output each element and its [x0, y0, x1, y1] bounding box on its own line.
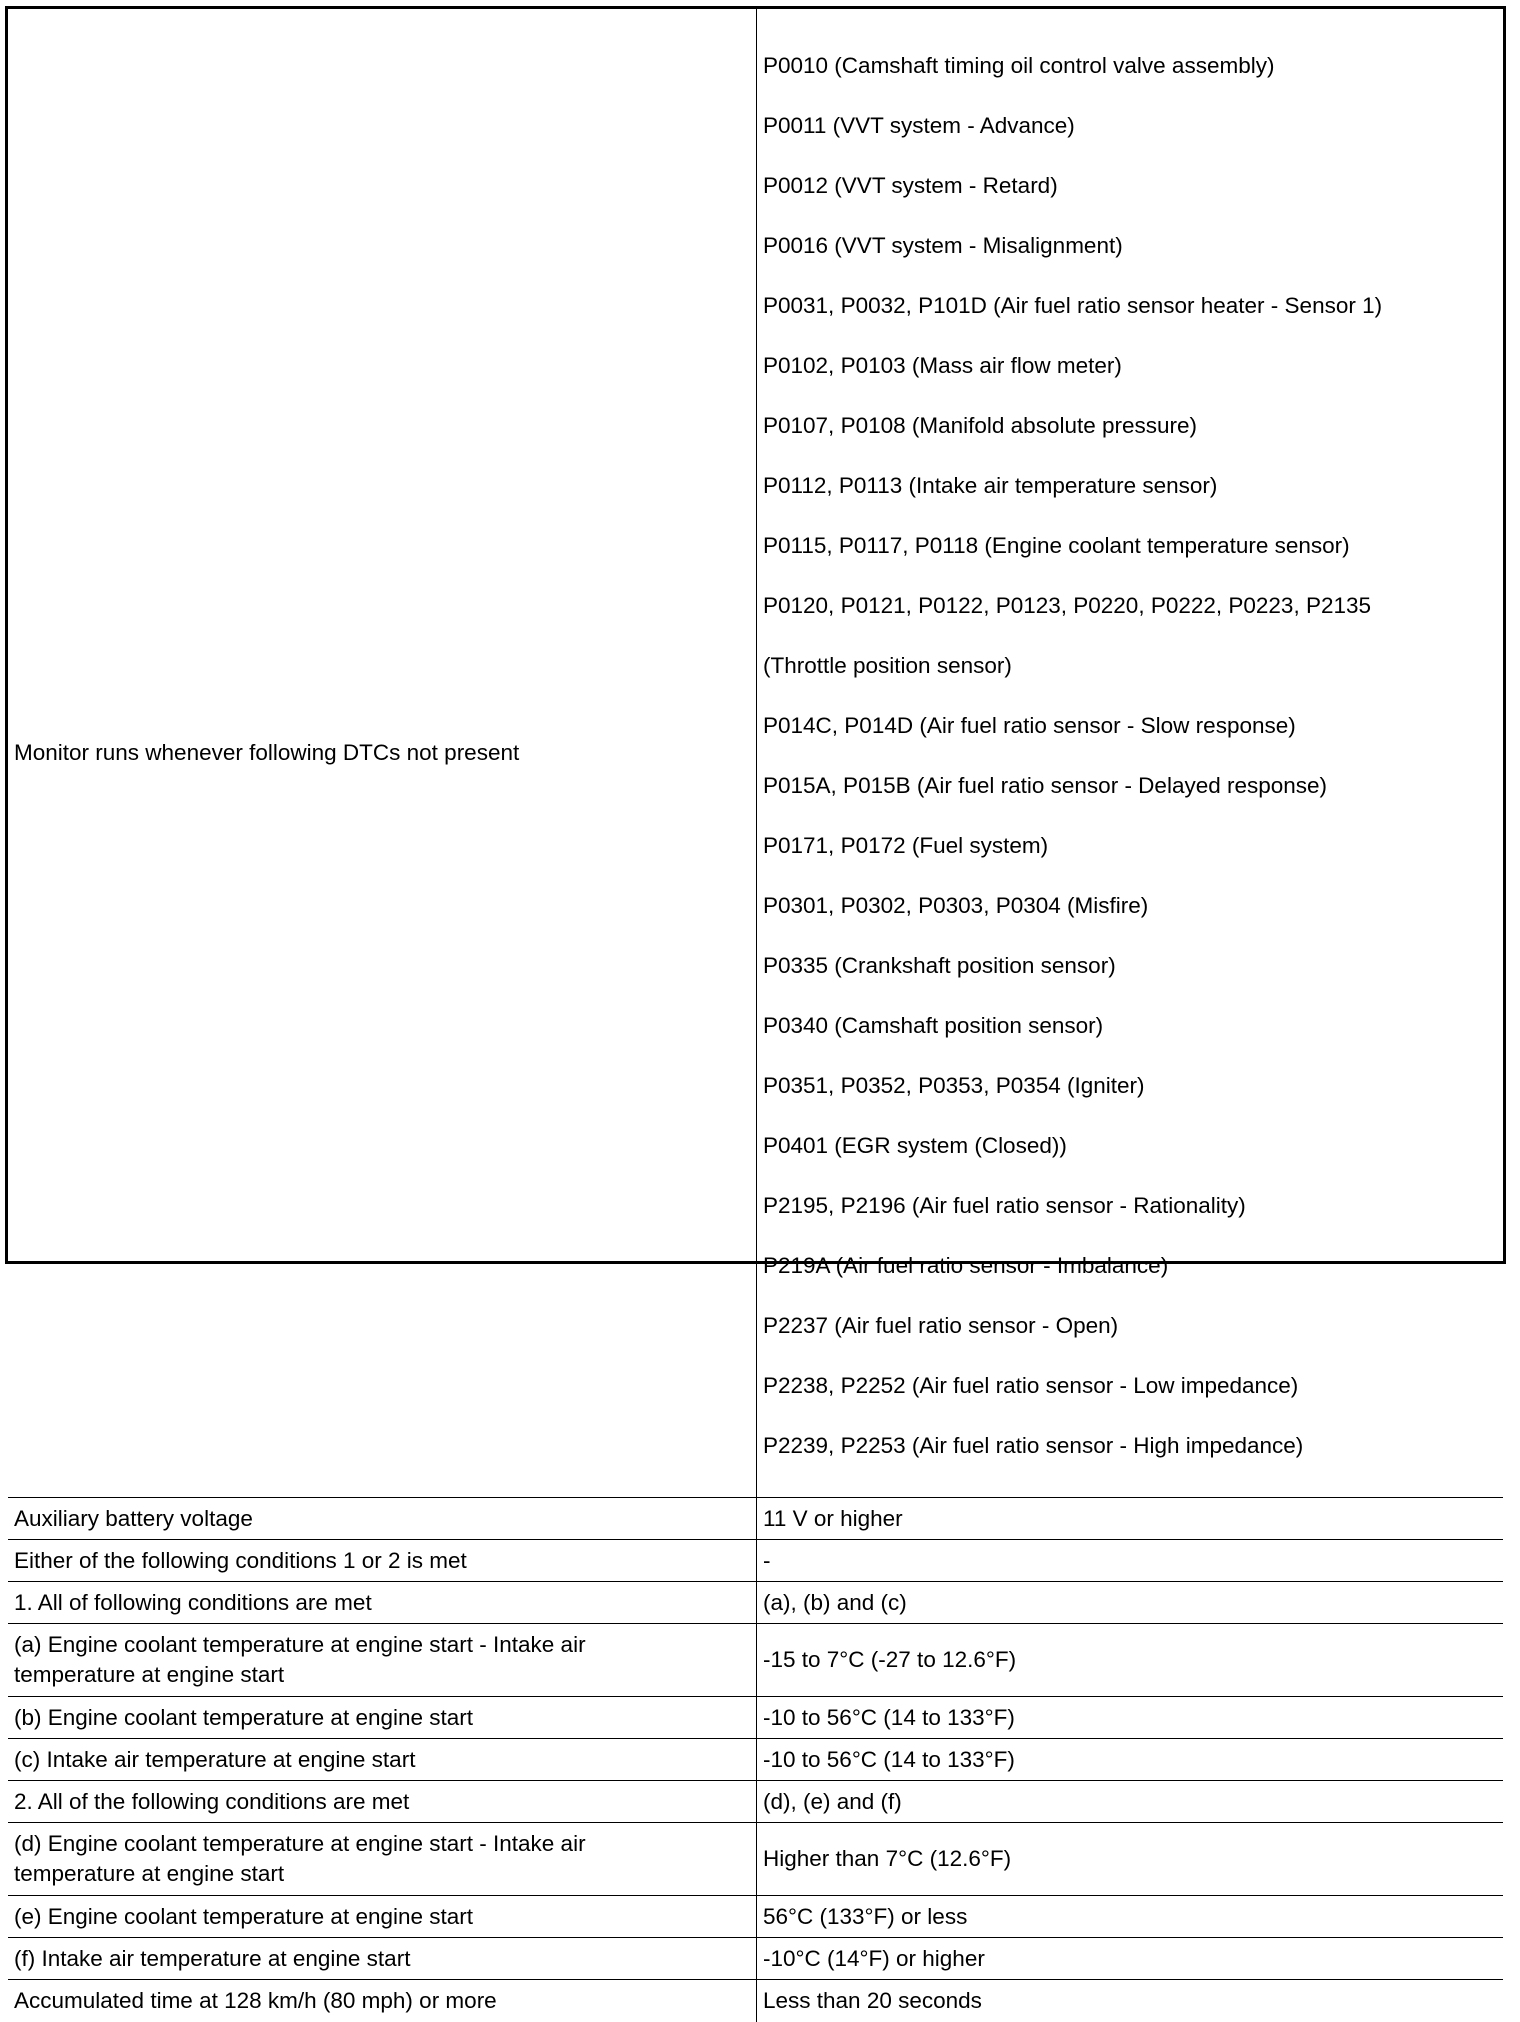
table-row-dtc — [8, 9, 1503, 1498]
row-value: -10 to 56°C (14 to 133°F) — [757, 1739, 1504, 1781]
table-row — [8, 1980, 1503, 2022]
table-row — [8, 1896, 1503, 1938]
dtc-item: P0351, P0352, P0353, P0354 (Igniter) — [763, 1073, 1145, 1098]
row-label: 2. All of the following conditions are met — [8, 1781, 757, 1823]
row-value: 11 V or higher — [757, 1498, 1504, 1540]
dtc-item: P219A (Air fuel ratio sensor - Imbalance) — [763, 1253, 1169, 1278]
dtc-item: P2239, P2253 (Air fuel ratio sensor - High impedance) — [763, 1433, 1304, 1458]
table-row — [8, 1582, 1503, 1624]
row-label: (b) Engine coolant temperature at engine start — [8, 1697, 757, 1739]
dtc-item: P0171, P0172 (Fuel system) — [763, 833, 1049, 858]
dtc-item: P0010 (Camshaft timing oil control valve assembly) — [763, 53, 1275, 78]
dtc-item: P2237 (Air fuel ratio sensor - Open) — [763, 1313, 1119, 1338]
dtc-item: P2195, P2196 (Air fuel ratio sensor - Rationality) — [763, 1193, 1246, 1218]
dtc-item: P015A, P015B (Air fuel ratio sensor - Delayed response) — [763, 773, 1328, 798]
row-value: -15 to 7°C (-27 to 12.6°F) — [757, 1624, 1504, 1697]
dtc-item: P0102, P0103 (Mass air flow meter) — [763, 353, 1122, 378]
dtc-row-label: Monitor runs whenever following DTCs not present — [8, 9, 757, 1498]
dtc-item: P0401 (EGR system (Closed)) — [763, 1133, 1067, 1158]
row-label: Either of the following conditions 1 or 2 is met — [8, 1540, 757, 1582]
dtc-item: P014C, P014D (Air fuel ratio sensor - Slow response) — [763, 713, 1296, 738]
row-value: - — [757, 1540, 1504, 1582]
table-row — [8, 1498, 1503, 1540]
table-row — [8, 1624, 1503, 1697]
dtc-item: (Throttle position sensor) — [763, 653, 1012, 678]
dtc-item: P0112, P0113 (Intake air temperature sensor) — [763, 473, 1218, 498]
table-row — [8, 1540, 1503, 1582]
dtc-item: P0335 (Crankshaft position sensor) — [763, 953, 1116, 978]
dtc-item: P0301, P0302, P0303, P0304 (Misfire) — [763, 893, 1149, 918]
row-value: (a), (b) and (c) — [757, 1582, 1504, 1624]
table-row — [8, 1739, 1503, 1781]
row-value: 56°C (133°F) or less — [757, 1896, 1504, 1938]
dtc-item: P2238, P2252 (Air fuel ratio sensor - Low impedance) — [763, 1373, 1299, 1398]
table-row — [8, 1781, 1503, 1823]
row-value: Higher than 7°C (12.6°F) — [757, 1823, 1504, 1896]
row-label: (f) Intake air temperature at engine start — [8, 1938, 757, 1980]
row-label: 1. All of following conditions are met — [8, 1582, 757, 1624]
dtc-item: P0120, P0121, P0122, P0123, P0220, P0222, P0223, P2135 — [763, 593, 1372, 618]
dtc-item: P0011 (VVT system - Advance) — [763, 113, 1075, 138]
row-label: (e) Engine coolant temperature at engine start — [8, 1896, 757, 1938]
row-value: -10 to 56°C (14 to 133°F) — [757, 1697, 1504, 1739]
row-label: Accumulated time at 128 km/h (80 mph) or more — [8, 1980, 757, 2022]
dtc-item: P0016 (VVT system - Misalignment) — [763, 233, 1123, 258]
row-label: Auxiliary battery voltage — [8, 1498, 757, 1540]
row-value: Less than 20 seconds — [757, 1980, 1504, 2022]
row-label: (c) Intake air temperature at engine start — [8, 1739, 757, 1781]
dtc-list — [757, 9, 1504, 1498]
table-row — [8, 1823, 1503, 1896]
row-label: (a) Engine coolant temperature at engine start - Intake air temperature at engine start — [8, 1624, 757, 1697]
conditions-table — [5, 6, 1506, 2013]
dtc-item: P0012 (VVT system - Retard) — [763, 173, 1058, 198]
row-value: (d), (e) and (f) — [757, 1781, 1504, 1823]
table-row — [8, 1697, 1503, 1739]
dtc-item: P0115, P0117, P0118 (Engine coolant temperature sensor) — [763, 533, 1350, 558]
dtc-item: P0107, P0108 (Manifold absolute pressure) — [763, 413, 1198, 438]
dtc-item: P0031, P0032, P101D (Air fuel ratio sensor heater - Sensor 1) — [763, 293, 1383, 318]
table-row — [8, 1938, 1503, 1980]
row-label: (d) Engine coolant temperature at engine start - Intake air temperature at engine start — [8, 1823, 757, 1896]
row-value: -10°C (14°F) or higher — [757, 1938, 1504, 1980]
dtc-item: P0340 (Camshaft position sensor) — [763, 1013, 1104, 1038]
conditions-table-grid — [8, 9, 1503, 2022]
